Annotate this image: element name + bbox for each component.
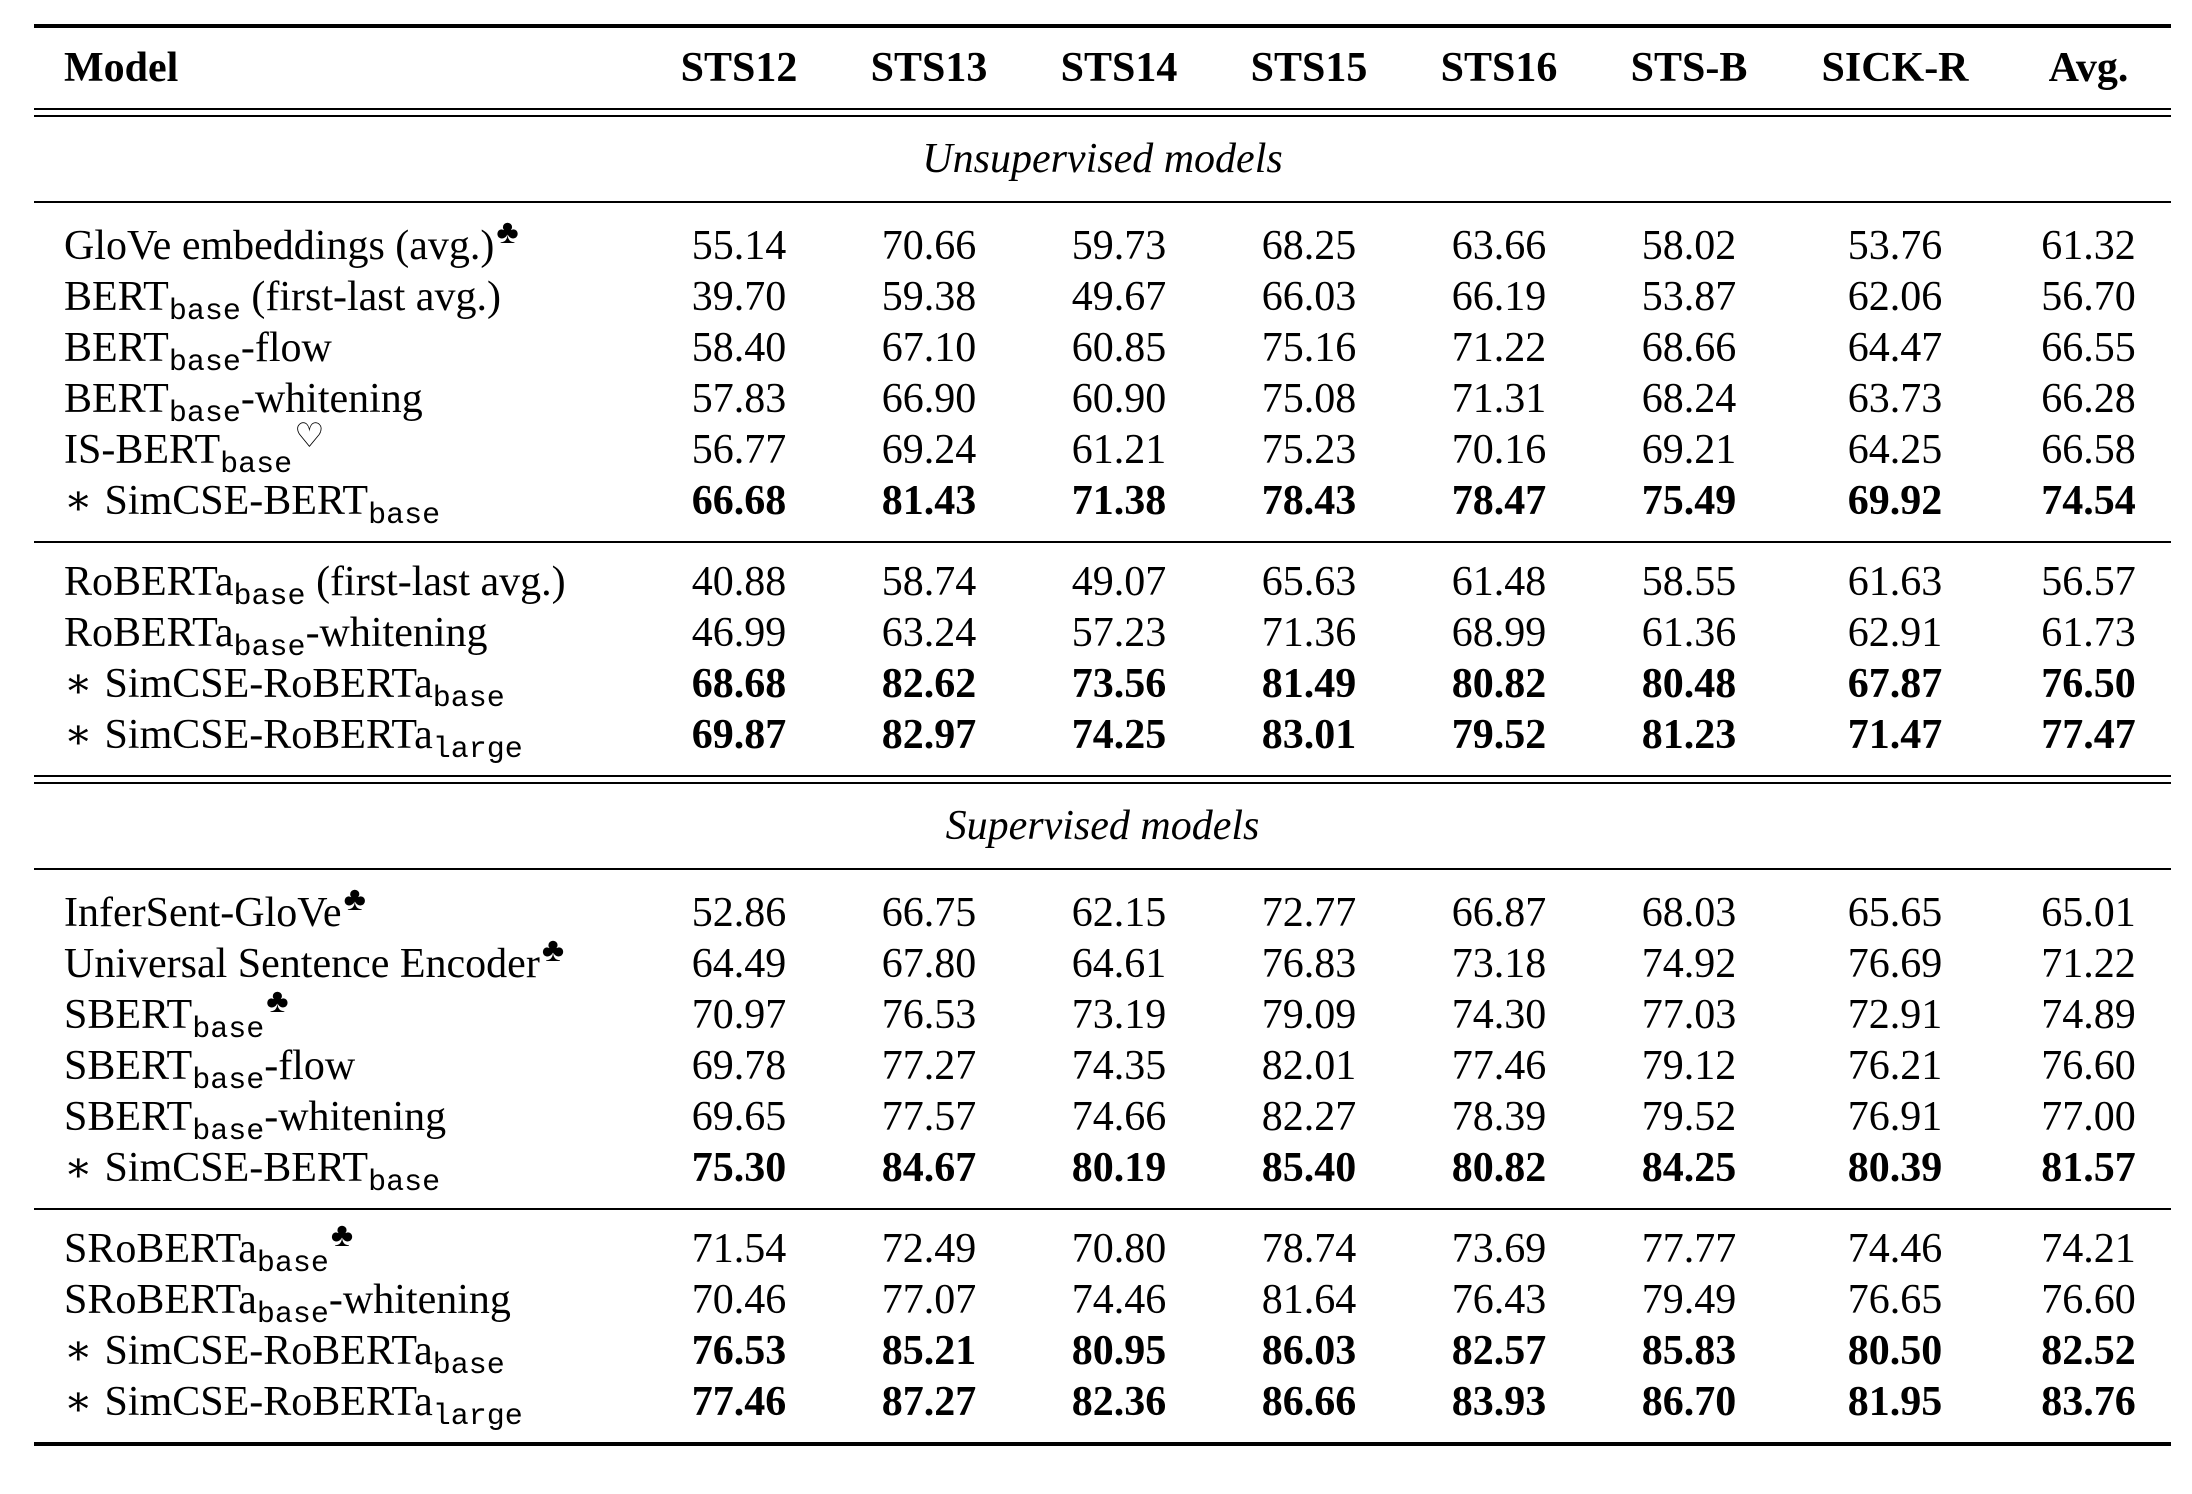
value-cell: 81.43 [881, 478, 977, 524]
model-name: $BERT_{base}$-flow [64, 325, 332, 380]
value-cell: 80.50 [1847, 1328, 1943, 1374]
value-cell: 64.47 [1847, 325, 1943, 371]
star-icon: ∗ [64, 1328, 93, 1374]
model-name: $BERT_{base}$-whitening [64, 376, 423, 431]
value-cell: 56.77 [691, 427, 787, 473]
table-row [34, 272, 2171, 329]
model-name: InferSent-GloVe♣ [64, 881, 366, 936]
club-icon: ♣ [266, 983, 289, 1020]
star-icon: ∗ [64, 1379, 93, 1425]
value-cell: 53.76 [1847, 223, 1943, 269]
star-icon: ∗ [64, 1145, 93, 1191]
value-cell: 55.14 [691, 223, 787, 269]
value-cell: 71.38 [1071, 478, 1167, 524]
table-row [34, 557, 2171, 614]
value-cell: 69.78 [691, 1043, 787, 1089]
value-cell: 65.63 [1261, 559, 1357, 605]
value-cell: 67.80 [881, 941, 977, 987]
section-title-unsupervised: Unsupervised models [922, 136, 1283, 182]
value-cell: 64.49 [691, 941, 787, 987]
value-cell: 59.73 [1071, 223, 1167, 269]
model-name: ∗ SimCSE-$BERT_{base}$ [64, 1145, 441, 1200]
value-cell: 61.63 [1847, 559, 1943, 605]
value-cell: 76.91 [1847, 1094, 1943, 1140]
value-cell: 75.30 [691, 1145, 787, 1191]
header-col: STS16 [1440, 45, 1558, 91]
value-cell: 86.70 [1641, 1379, 1737, 1425]
value-cell: 76.53 [881, 992, 977, 1038]
value-cell: 69.92 [1847, 478, 1943, 524]
value-cell: 79.12 [1641, 1043, 1737, 1089]
model-name: RoBERTa$_{base}$ (first-last avg.) [64, 559, 566, 614]
model-name: ∗ SimCSE-$BERT_{base}$ [64, 478, 441, 533]
value-cell: 61.21 [1071, 427, 1167, 473]
table-row [34, 1092, 2171, 1149]
bottom-rule [34, 1442, 2171, 1446]
value-cell: 71.36 [1261, 610, 1357, 656]
value-cell: 58.40 [691, 325, 787, 371]
value-cell: 80.39 [1847, 1145, 1943, 1191]
value-cell: 74.54 [2041, 478, 2136, 524]
value-cell: 84.25 [1641, 1145, 1737, 1191]
model-name: $SBERT_{base}$-whitening [64, 1094, 447, 1149]
value-cell: 71.47 [1847, 712, 1943, 758]
value-cell: 66.87 [1451, 890, 1547, 936]
value-cell: 63.66 [1451, 223, 1547, 269]
value-cell: 78.74 [1261, 1226, 1357, 1272]
value-cell: 62.06 [1847, 274, 1943, 320]
table-row [34, 881, 2171, 939]
model-name: ∗ SimCSE-RoBERTa$_{base}$ [64, 1328, 505, 1383]
value-cell: 49.07 [1071, 559, 1167, 605]
model-name: Universal Sentence Encoder♣ [64, 932, 565, 987]
table-row [34, 323, 2171, 380]
value-cell: 75.16 [1261, 325, 1357, 371]
value-cell: 74.46 [1071, 1277, 1167, 1323]
model-name: SRoBERTa$_{base}$♣ [64, 1217, 354, 1281]
value-cell: 64.25 [1847, 427, 1943, 473]
star-icon: ∗ [64, 478, 93, 524]
value-cell: 79.49 [1641, 1277, 1737, 1323]
value-cell: 69.65 [691, 1094, 787, 1140]
value-cell: 80.19 [1071, 1145, 1167, 1191]
value-cell: 81.64 [1261, 1277, 1357, 1323]
value-cell: 53.87 [1641, 274, 1737, 320]
value-cell: 68.99 [1451, 610, 1547, 656]
value-cell: 74.25 [1071, 712, 1167, 758]
value-cell: 69.87 [691, 712, 787, 758]
value-cell: 76.65 [1847, 1277, 1943, 1323]
value-cell: 85.83 [1641, 1328, 1737, 1374]
header-col: STS14 [1060, 45, 1178, 91]
value-cell: 82.62 [881, 661, 977, 707]
value-cell: 68.25 [1261, 223, 1357, 269]
value-cell: 83.93 [1451, 1379, 1547, 1425]
value-cell: 81.23 [1641, 712, 1737, 758]
model-name: $IS-BERT_{base}^♡$ [64, 418, 325, 482]
model-name: $SBERT_{base}^♣$ [64, 983, 289, 1047]
value-cell: 71.31 [1451, 376, 1547, 422]
value-cell: 67.10 [881, 325, 977, 371]
value-cell: 83.01 [1261, 712, 1357, 758]
value-cell: 79.09 [1261, 992, 1357, 1038]
value-cell: 68.03 [1641, 890, 1737, 936]
value-cell: 56.57 [2041, 559, 2136, 605]
sup-roberta-block [34, 1210, 2171, 1442]
value-cell: 81.95 [1847, 1379, 1943, 1425]
value-cell: 82.57 [1451, 1328, 1547, 1374]
value-cell: 75.49 [1641, 478, 1737, 524]
value-cell: 77.46 [691, 1379, 787, 1425]
table-row [34, 374, 2171, 431]
value-cell: 46.99 [691, 610, 787, 656]
value-cell: 76.60 [2041, 1277, 2136, 1323]
value-cell: 71.22 [2041, 941, 2136, 987]
value-cell: 76.60 [2041, 1043, 2136, 1089]
model-name: $SBERT_{base}$-flow [64, 1043, 356, 1098]
value-cell: 74.66 [1071, 1094, 1167, 1140]
value-cell: 72.49 [881, 1226, 977, 1272]
table-row [34, 608, 2171, 665]
table-row [34, 932, 2171, 990]
value-cell: 77.57 [881, 1094, 977, 1140]
value-cell: 84.67 [881, 1145, 977, 1191]
value-cell: 80.95 [1071, 1328, 1167, 1374]
value-cell: 76.50 [2041, 661, 2136, 707]
value-cell: 73.19 [1071, 992, 1167, 1038]
value-cell: 68.66 [1641, 325, 1737, 371]
results-table [34, 24, 2171, 1446]
header-col: STS12 [680, 45, 798, 91]
value-cell: 77.77 [1641, 1226, 1737, 1272]
table-row [34, 710, 2171, 767]
value-cell: 65.65 [1847, 890, 1943, 936]
value-cell: 77.00 [2041, 1094, 2136, 1140]
value-cell: 69.21 [1641, 427, 1737, 473]
value-cell: 66.28 [2041, 376, 2136, 422]
value-cell: 78.43 [1261, 478, 1357, 524]
value-cell: 74.35 [1071, 1043, 1167, 1089]
value-cell: 70.16 [1451, 427, 1547, 473]
header-col: STS15 [1250, 45, 1368, 91]
value-cell: 52.86 [691, 890, 787, 936]
value-cell: 61.36 [1641, 610, 1737, 656]
table-row [34, 214, 2171, 272]
value-cell: 49.67 [1071, 274, 1167, 320]
value-cell: 66.58 [2041, 427, 2136, 473]
value-cell: 72.91 [1847, 992, 1943, 1038]
value-cell: 66.75 [881, 890, 977, 936]
value-cell: 64.61 [1071, 941, 1167, 987]
club-icon: ♣ [343, 881, 366, 918]
header-model: Model [64, 45, 179, 91]
value-cell: 78.47 [1451, 478, 1547, 524]
value-cell: 66.68 [691, 478, 787, 524]
value-cell: 85.40 [1261, 1145, 1357, 1191]
value-cell: 77.03 [1641, 992, 1737, 1038]
value-cell: 76.21 [1847, 1043, 1943, 1089]
header-col: STS-B [1630, 45, 1748, 91]
value-cell: 77.07 [881, 1277, 977, 1323]
value-cell: 68.68 [691, 661, 787, 707]
value-cell: 62.15 [1071, 890, 1167, 936]
value-cell: 81.57 [2041, 1145, 2136, 1191]
table-row [34, 1377, 2171, 1434]
value-cell: 68.24 [1641, 376, 1737, 422]
star-icon: ∗ [64, 661, 93, 707]
value-cell: 86.03 [1261, 1328, 1357, 1374]
value-cell: 74.46 [1847, 1226, 1943, 1272]
star-icon: ∗ [64, 712, 93, 758]
header-row [34, 28, 2171, 108]
header-col: Avg. [2048, 45, 2129, 91]
value-cell: 74.30 [1451, 992, 1547, 1038]
value-cell: 87.27 [881, 1379, 977, 1425]
section-title-supervised: Supervised models [945, 803, 1260, 849]
value-cell: 56.70 [2041, 274, 2136, 320]
club-icon: ♣ [496, 214, 519, 251]
value-cell: 79.52 [1641, 1094, 1737, 1140]
value-cell: 60.90 [1071, 376, 1167, 422]
value-cell: 77.27 [881, 1043, 977, 1089]
model-name: ∗ SimCSE-RoBERTa$_{large}$ [64, 712, 523, 767]
value-cell: 73.18 [1451, 941, 1547, 987]
table-row [34, 659, 2171, 716]
unsup-roberta-block [34, 543, 2171, 775]
value-cell: 79.52 [1451, 712, 1547, 758]
table-row [34, 418, 2171, 482]
value-cell: 58.02 [1641, 223, 1737, 269]
unsup-bert-block [34, 203, 2171, 541]
value-cell: 65.01 [2041, 890, 2136, 936]
value-cell: 86.66 [1261, 1379, 1357, 1425]
value-cell: 82.97 [881, 712, 977, 758]
heart-icon: ♡ [294, 418, 325, 455]
value-cell: 66.55 [2041, 325, 2136, 371]
table-row [34, 1275, 2171, 1332]
value-cell: 73.56 [1071, 661, 1167, 707]
value-cell: 62.91 [1847, 610, 1943, 656]
value-cell: 70.46 [691, 1277, 787, 1323]
value-cell: 63.73 [1847, 376, 1943, 422]
value-cell: 70.97 [691, 992, 787, 1038]
value-cell: 81.49 [1261, 661, 1357, 707]
value-cell: 61.48 [1451, 559, 1547, 605]
table-row [34, 1143, 2171, 1200]
value-cell: 85.21 [881, 1328, 977, 1374]
value-cell: 39.70 [691, 274, 787, 320]
sup-bert-block [34, 870, 2171, 1208]
value-cell: 70.80 [1071, 1226, 1167, 1272]
model-name: RoBERTa$_{base}$-whitening [64, 610, 488, 665]
value-cell: 78.39 [1451, 1094, 1547, 1140]
value-cell: 69.24 [881, 427, 977, 473]
value-cell: 77.46 [1451, 1043, 1547, 1089]
value-cell: 82.27 [1261, 1094, 1357, 1140]
value-cell: 82.36 [1071, 1379, 1167, 1425]
value-cell: 57.83 [691, 376, 787, 422]
value-cell: 58.55 [1641, 559, 1737, 605]
value-cell: 74.21 [2041, 1226, 2136, 1272]
value-cell: 80.82 [1451, 661, 1547, 707]
value-cell: 76.53 [691, 1328, 787, 1374]
value-cell: 80.48 [1641, 661, 1737, 707]
table-row [34, 476, 2171, 533]
value-cell: 76.43 [1451, 1277, 1547, 1323]
value-cell: 82.52 [2041, 1328, 2136, 1374]
value-cell: 76.69 [1847, 941, 1943, 987]
value-cell: 83.76 [2041, 1379, 2136, 1425]
value-cell: 58.74 [881, 559, 977, 605]
value-cell: 77.47 [2041, 712, 2136, 758]
value-cell: 40.88 [691, 559, 787, 605]
value-cell: 74.92 [1641, 941, 1737, 987]
model-name: $BERT_{base}$ (first-last avg.) [64, 274, 501, 329]
value-cell: 73.69 [1451, 1226, 1547, 1272]
club-icon: ♣ [541, 932, 565, 969]
header-col: STS13 [870, 45, 988, 91]
value-cell: 70.66 [881, 223, 977, 269]
value-cell: 67.87 [1847, 661, 1943, 707]
table-row [34, 983, 2171, 1047]
model-name: ∗ SimCSE-RoBERTa$_{large}$ [64, 1379, 523, 1434]
value-cell: 57.23 [1071, 610, 1167, 656]
value-cell: 71.22 [1451, 325, 1547, 371]
table-row [34, 1326, 2171, 1383]
value-cell: 80.82 [1451, 1145, 1547, 1191]
value-cell: 61.32 [2041, 223, 2136, 269]
model-name: ∗ SimCSE-RoBERTa$_{base}$ [64, 661, 505, 716]
model-name: SRoBERTa$_{base}$-whitening [64, 1277, 511, 1332]
value-cell: 66.03 [1261, 274, 1357, 320]
value-cell: 63.24 [881, 610, 977, 656]
value-cell: 72.77 [1261, 890, 1357, 936]
header-col: SICK-R [1821, 45, 1969, 91]
club-icon: ♣ [330, 1217, 354, 1254]
value-cell: 61.73 [2041, 610, 2136, 656]
value-cell: 66.19 [1451, 274, 1547, 320]
table-row [34, 1217, 2171, 1281]
table-row [34, 1041, 2171, 1098]
value-cell: 75.08 [1261, 376, 1357, 422]
value-cell: 74.89 [2041, 992, 2136, 1038]
value-cell: 76.83 [1261, 941, 1357, 987]
value-cell: 66.90 [881, 376, 977, 422]
value-cell: 60.85 [1071, 325, 1167, 371]
model-name: GloVe embeddings (avg.)♣ [64, 214, 519, 269]
value-cell: 59.38 [881, 274, 977, 320]
value-cell: 71.54 [691, 1226, 787, 1272]
value-cell: 82.01 [1261, 1043, 1357, 1089]
value-cell: 75.23 [1261, 427, 1357, 473]
